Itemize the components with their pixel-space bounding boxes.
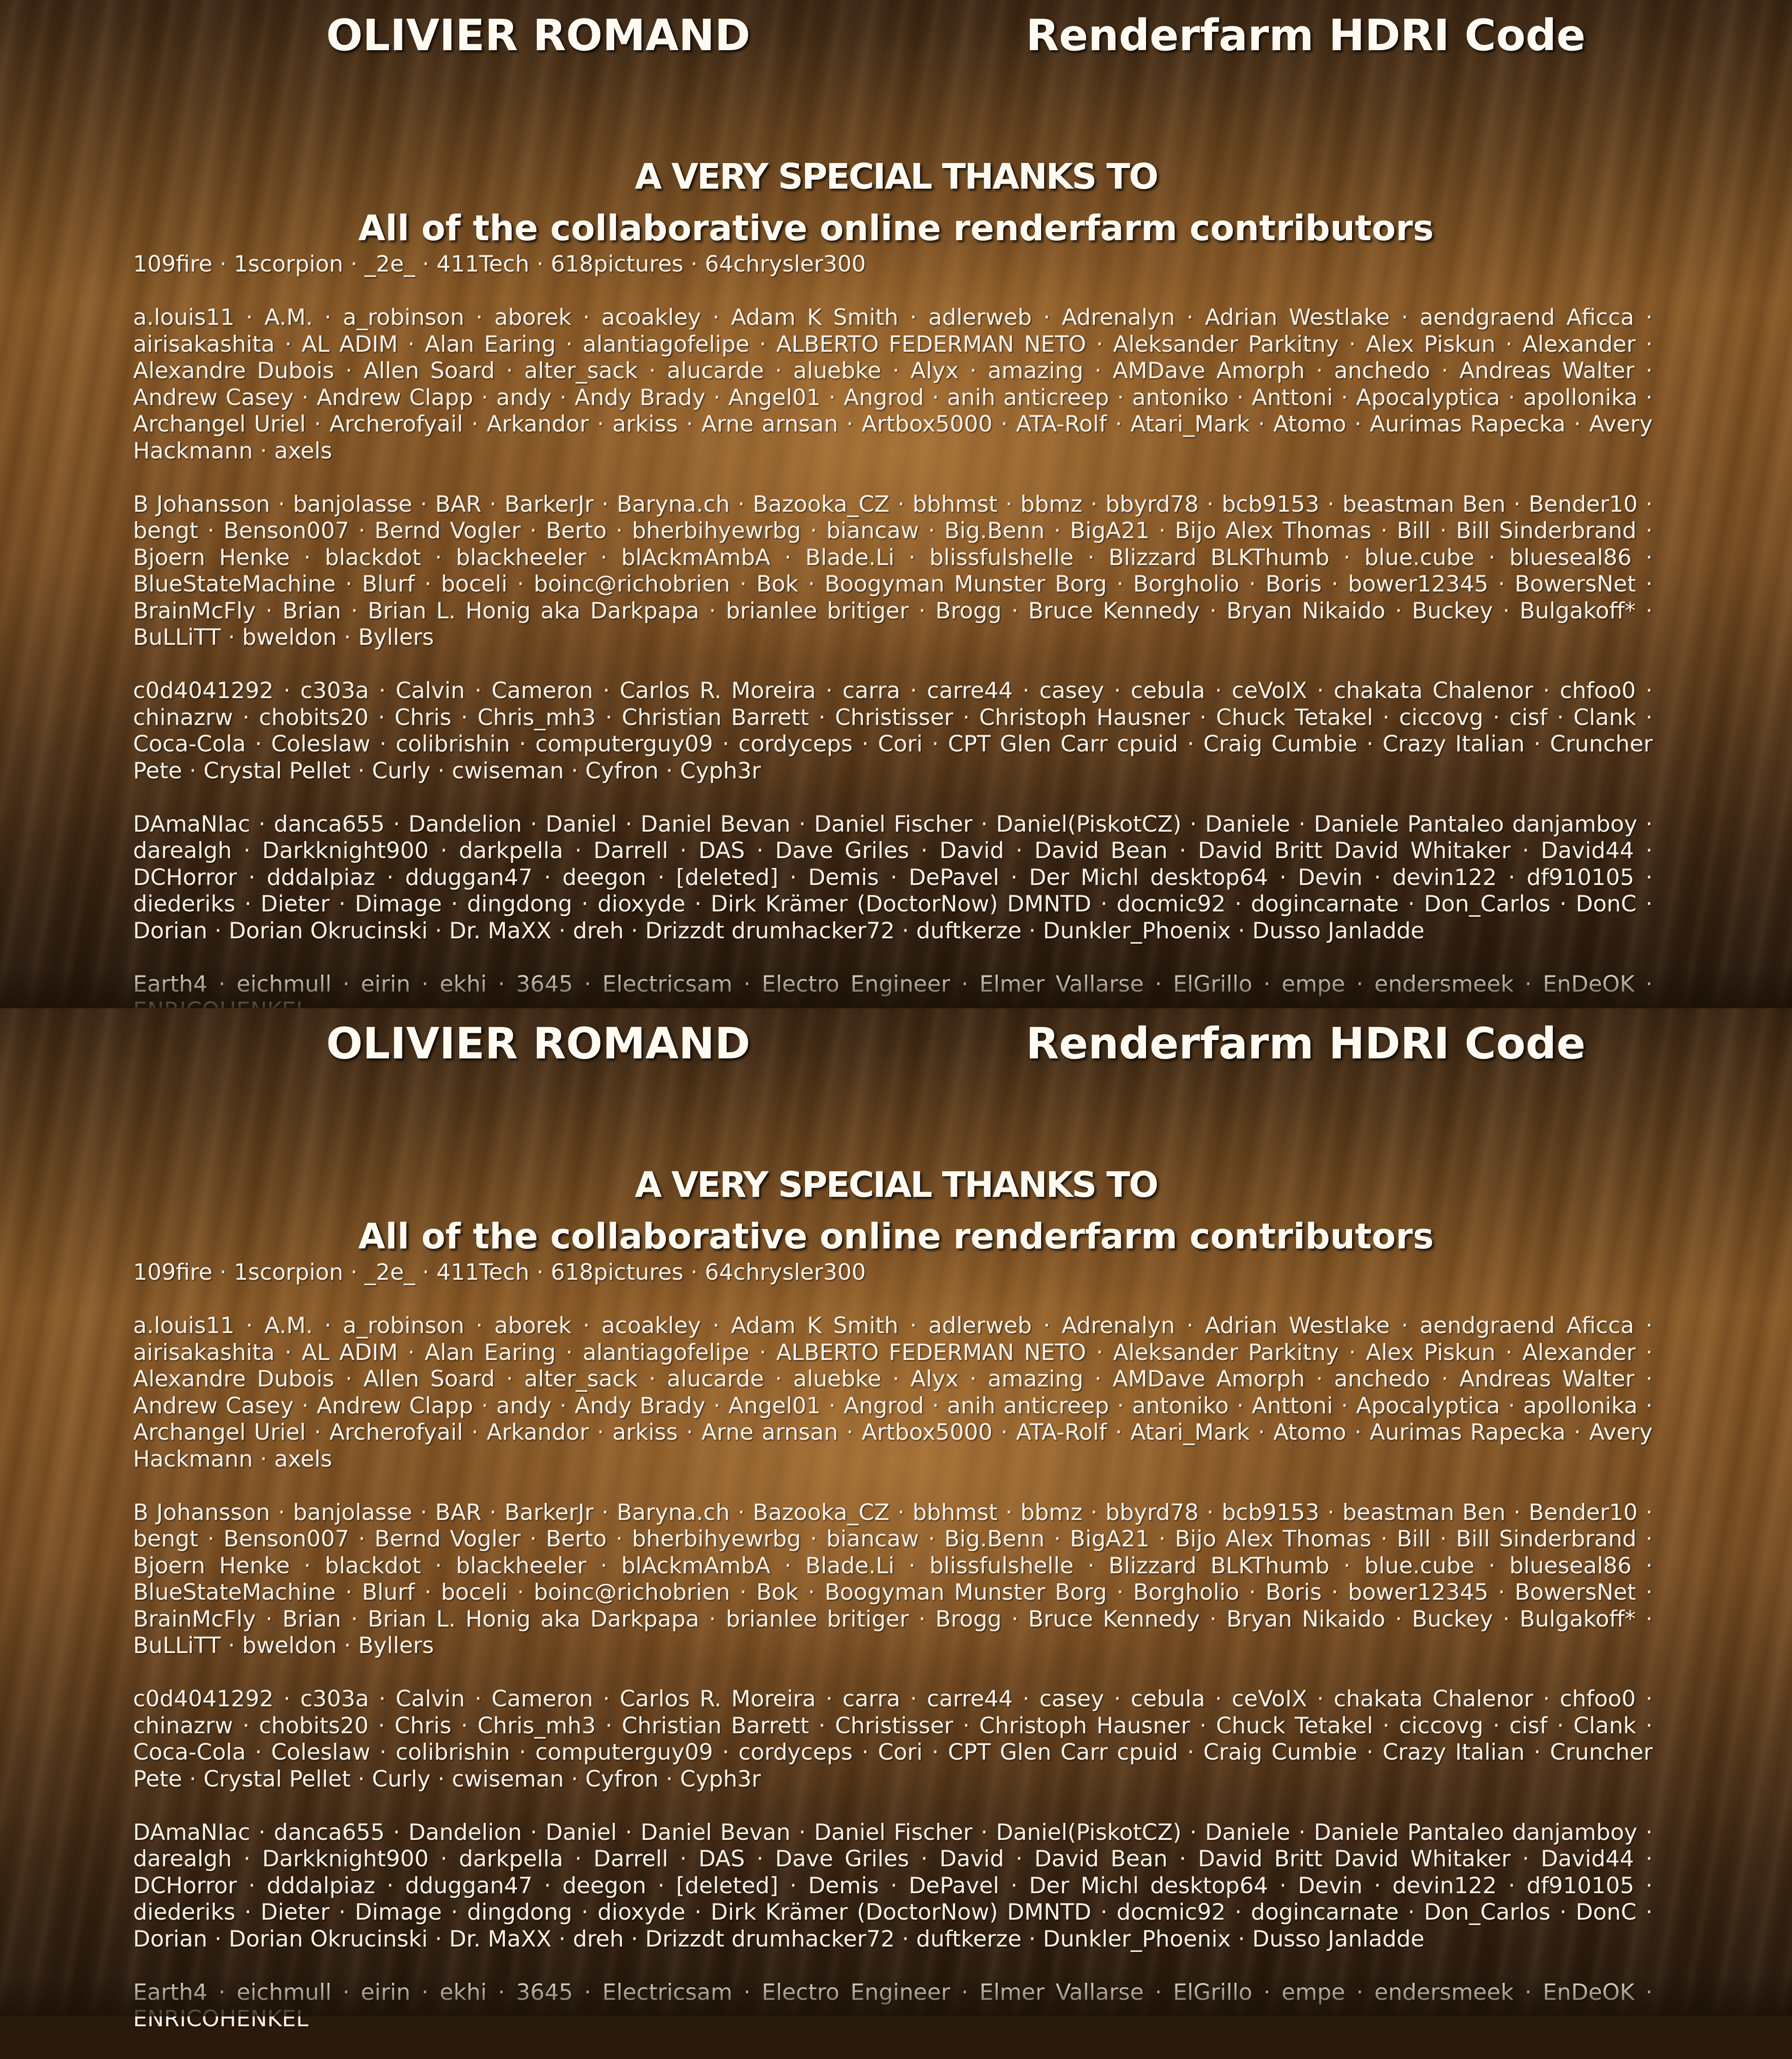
contributor-group-digits: 109fire · 1scorpion · _2e_ · 411Tech · 618pictures · 64chrysler300: [133, 251, 1653, 278]
thanks-subheading: All of the collaborative online renderfarm contributors: [0, 204, 1792, 253]
author-name: OLIVIER ROMAND: [326, 1014, 750, 1073]
contributor-group-e: Earth4 · eichmull · eirin · ekhi · 3645 · Electricsam · Electro Engineer · Elmer Vallarse · ElGrillo · empe · endersmeek · EnDeOK ·: [133, 971, 1653, 1024]
contributor-group-c: c0d4041292 · c303a · Calvin · Cameron · Carlos R. Moreira · carra · carre44 · casey · cebula · ceVoIX · chakata Chalenor · chfoo0 · chinazrw · chobits20 · Chris · Chris_mh3 · Christian Barrett · Christisser · Christoph Hausner · Chuck Tetakel · ciccovg · cisf · Clank · Coca-Cola · Coleslaw · colibrishin · computerguy09 · cordyceps · Cori · CPT Glen Carr cpuid · Craig Cumbie · Crazy Italian · Cruncher Pete · Crystal Pellet · Curly · cwiseman · Cyfron · Cyph3r: [133, 678, 1653, 784]
contributor-group-b: B Johansson · banjolasse · BAR · BarkerJr · Baryna.ch · Bazooka_CZ · bbhmst · bbmz · bbyrd78 · bcb9153 · beastman Ben · Bender10 · bengt · Benson007 · Bernd Vogler · Berto · bherbihyewrbg · biancaw · Big.Benn · BigA21 · Bijo Alex Thomas · Bill · Bill Sinderbrand · Bjoern Henke · blackdot · blackheeler · blAckmAmbA · Blade.Li · blissfulshelle · Blizzard BLKThumb · blue.cube · blueseal86 · BlueStateMachine · Blurf · boceli · boinc@richobrien · Bok · Boogyman Munster Borg · Borgholio · Boris · bower12345 · BowersNet · BrainMcFly · Brian · Brian L. Honig aka Darkpapa · brianlee britiger · Brogg · Bruce Kennedy · Bryan Nikaido · Buckey · Bulgakoff* · BuLLiTT · bweldon · Byllers: [133, 1499, 1653, 1659]
contributor-group-a: a.louis11 · A.M. · a_robinson · aborek · acoakley · Adam K Smith · adlerweb · Adrenalyn · Adrian Westlake · aendgraend Aficca · airisakashita · AL ADIM · Alan Earing · alantiagofelipe · ALBERTO FEDERMAN NETO · Aleksander Parkitny · Alex Piskun · Alexander · Alexandre Dubois · Allen Soard · alter_sack · alucarde · aluebke · Alyx · amazing · AMDave Amorph · anchedo · Andreas Walter · Andrew Casey · Andrew Clapp · andy · Andy Brady · Angel01 · Angrod · anih anticreep · antoniko · Anttoni · Apocalyptica · apollonika · Archangel Uriel · Archerofyail · Arkandor · arkiss · Arne arnsan · Artbox5000 · ATA-Rolf · Atari_Mark · Atomo · Aurimas Rapecka · Avery Hackmann · axels: [133, 1312, 1653, 1472]
thanks-heading: A VERY SPECIAL THANKS TO: [0, 1161, 1792, 1210]
contributor-group-a: a.louis11 · A.M. · a_robinson · aborek · acoakley · Adam K Smith · adlerweb · Adrenalyn · Adrian Westlake · aendgraend Aficca · airisakashita · AL ADIM · Alan Earing · alantiagofelipe · ALBERTO FEDERMAN NETO · Aleksander Parkitny · Alex Piskun · Alexander · Alexandre Dubois · Allen Soard · alter_sack · alucarde · aluebke · Alyx · amazing · AMDave Amorph · anchedo · Andreas Walter · Andrew Casey · Andrew Clapp · andy · Andy Brady · Angel01 · Angrod · anih anticreep · antoniko · Anttoni · Apocalyptica · apollonika · Archangel Uriel · Archerofyail · Arkandor · arkiss · Arne arnsan · Artbox5000 · ATA-Rolf · Atari_Mark · Atomo · Aurimas Rapecka · Avery Hackmann · axels: [133, 304, 1653, 464]
contributor-group-c: c0d4041292 · c303a · Calvin · Cameron · Carlos R. Moreira · carra · carre44 · casey · cebula · ceVoIX · chakata Chalenor · chfoo0 · chinazrw · chobits20 · Chris · Chris_mh3 · Christian Barrett · Christisser · Christoph Hausner · Chuck Tetakel · ciccovg · cisf · Clank · Coca-Cola · Coleslaw · colibrishin · computerguy09 · cordyceps · Cori · CPT Glen Carr cpuid · Craig Cumbie · Crazy Italian · Cruncher Pete · Crystal Pellet · Curly · cwiseman · Cyfron · Cyph3r: [133, 1686, 1653, 1792]
project-title: Renderfarm HDRI Code: [1026, 6, 1585, 65]
thanks-heading: A VERY SPECIAL THANKS TO: [0, 152, 1792, 202]
author-name: OLIVIER ROMAND: [326, 6, 750, 65]
contributor-group-b: B Johansson · banjolasse · BAR · BarkerJr · Baryna.ch · Bazooka_CZ · bbhmst · bbmz · bbyrd78 · bcb9153 · beastman Ben · Bender10 · bengt · Benson007 · Bernd Vogler · Berto · bherbihyewrbg · biancaw · Big.Benn · BigA21 · Bijo Alex Thomas · Bill · Bill Sinderbrand · Bjoern Henke · blackdot · blackheeler · blAckmAmbA · Blade.Li · blissfulshelle · Blizzard BLKThumb · blue.cube · blueseal86 · BlueStateMachine · Blurf · boceli · boinc@richobrien · Bok · Boogyman Munster Borg · Borgholio · Boris · bower12345 · BowersNet · BrainMcFly · Brian · Brian L. Honig aka Darkpapa · brianlee britiger · Brogg · Bruce Kennedy · Bryan Nikaido · Buckey · Bulgakoff* · BuLLiTT · bweldon · Byllers: [133, 491, 1653, 651]
contributor-group-d: DAmaNIac · danca655 · Dandelion · Daniel · Daniel Bevan · Daniel Fischer · Daniel(PiskotCZ) · Daniele · Daniele Pantaleo danjamboy · darealgh · Darkknight900 · darkpella · Darrell · DAS · Dave Griles · David · David Bean · David Britt David Whitaker · David44 · DCHorror · dddalpiaz · dduggan47 · deegon · [deleted] · Demis · DePavel · Der Michl desktop64 · Devin · devin122 · df910105 · diederiks · Dieter · Dimage · dingdong · dioxyde · Dirk Krämer (DoctorNow) DMNTD · docmic92 · dogincarnate · Don_Carlos · DonC · Dorian · Dorian Okrucinski · Dr. MaXX · dreh · Drizzdt drumhacker72 · duftkerze · Dunkler_Phoenix · Dusso Janladde: [133, 1819, 1653, 1953]
contributor-group-d: DAmaNIac · danca655 · Dandelion · Daniel · Daniel Bevan · Daniel Fischer · Daniel(PiskotCZ) · Daniele · Daniele Pantaleo danjamboy · darealgh · Darkknight900 · darkpella · Darrell · DAS · Dave Griles · David · David Bean · David Britt David Whitaker · David44 · DCHorror · dddalpiaz · dduggan47 · deegon · [deleted] · Demis · DePavel · Der Michl desktop64 · Devin · devin122 · df910105 · diederiks · Dieter · Dimage · dingdong · dioxyde · Dirk Krämer (DoctorNow) DMNTD · docmic92 · dogincarnate · Don_Carlos · DonC · Dorian · Dorian Okrucinski · Dr. MaXX · dreh · Drizzdt drumhacker72 · duftkerze · Dunkler_Phoenix · Dusso Janladde: [133, 811, 1653, 945]
thanks-subheading: All of the collaborative online renderfarm contributors: [0, 1212, 1792, 1261]
contributor-group-digits: 109fire · 1scorpion · _2e_ · 411Tech · 618pictures · 64chrysler300: [133, 1259, 1653, 1286]
contributor-group-e: Earth4 · eichmull · eirin · ekhi · 3645 · Electricsam · Electro Engineer · Elmer Vallarse · ElGrillo · empe · endersmeek · EnDeOK · ENRICOHENKEL: [133, 1979, 1653, 2033]
project-title: Renderfarm HDRI Code: [1026, 1014, 1585, 1073]
